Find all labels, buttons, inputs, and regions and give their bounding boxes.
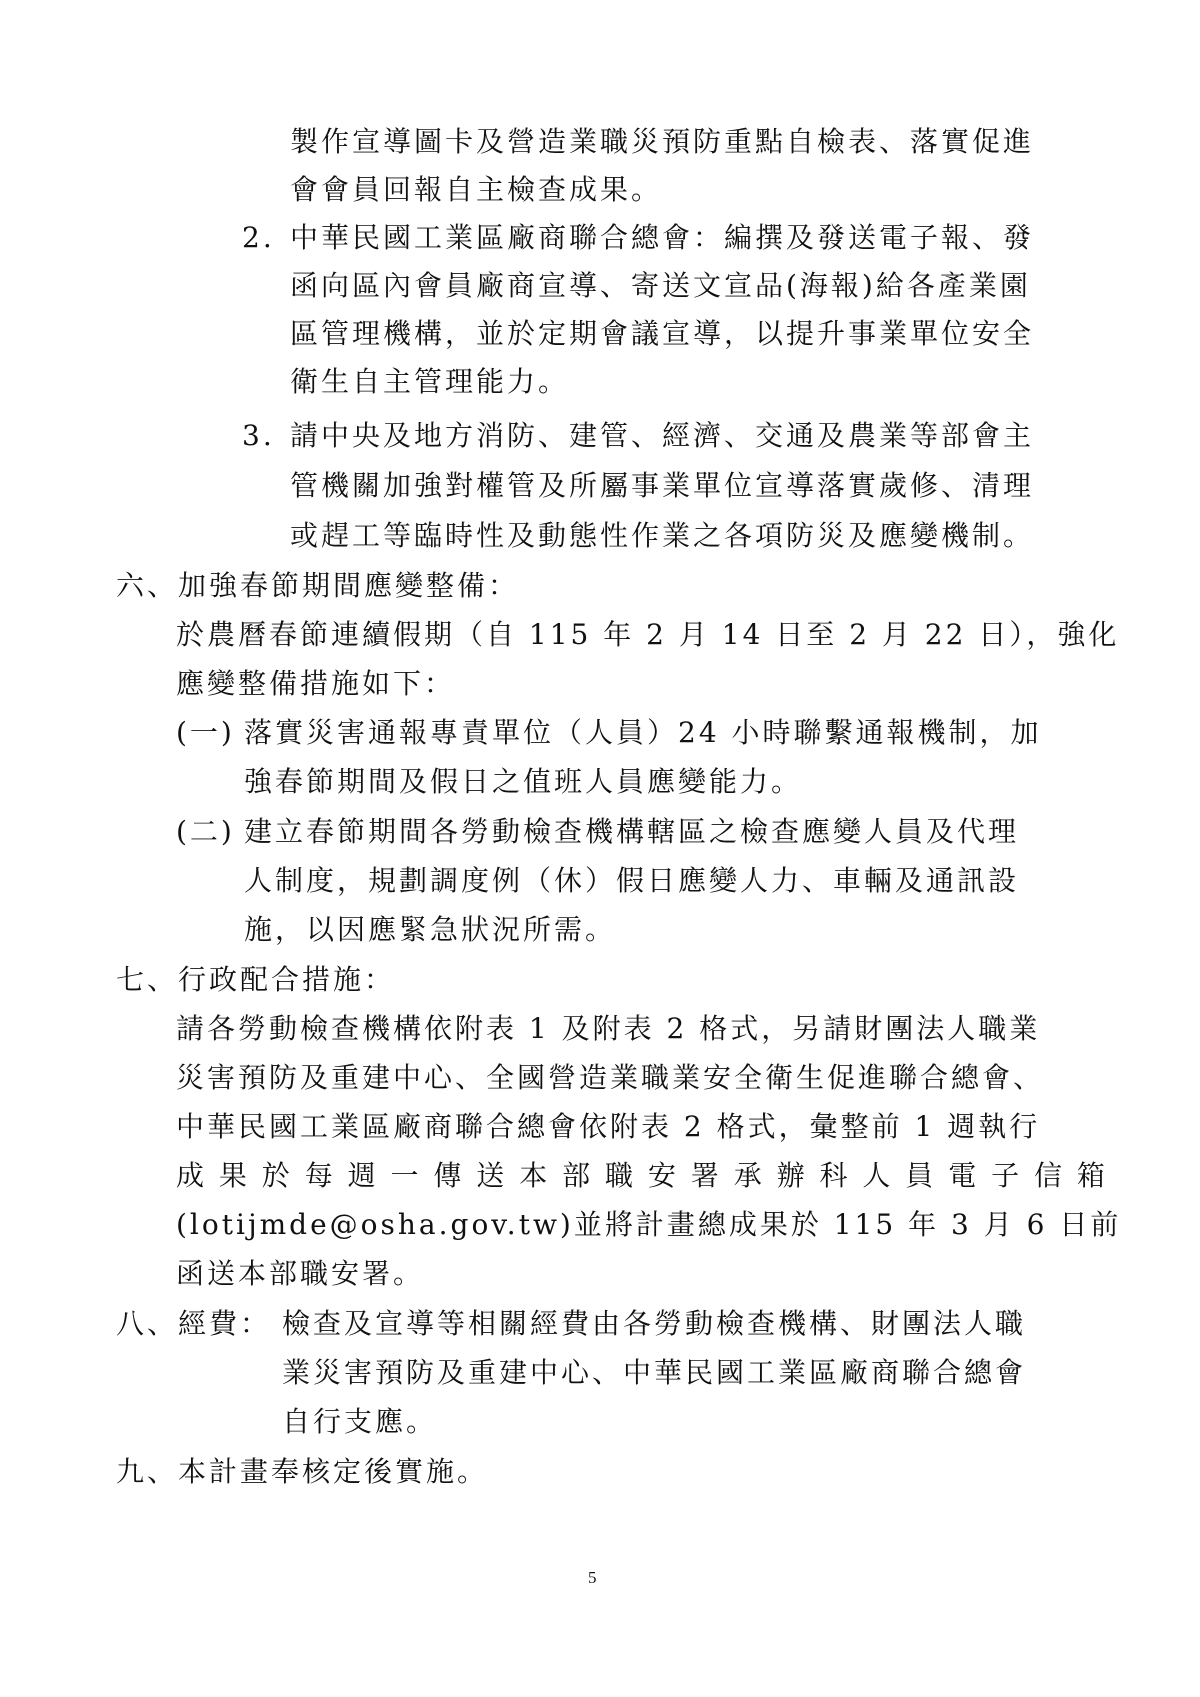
section7-line-6: 函送本部職安署。 [176, 1257, 425, 1290]
section6-sub2-line-2: 人制度，規劃調度例（休）假日應變人力、車輛及通訊設 [244, 864, 1020, 897]
item3-text-line-1: 請中央及地方消防、建管、經濟、交通及農業等部會主 [290, 419, 1035, 452]
item2-text-line-1: 中華民國工業區廠商聯合總會：編撰及發送電子報、發 [290, 221, 1035, 254]
section7-line-5: (lotijmde@osha.gov.tw)並將計畫總成果於 115 年 3 月 6 日前 [176, 1208, 1122, 1241]
section6-intro-line-2: 應變整備措施如下： [176, 667, 456, 700]
section7-line-2: 災害預防及重建中心、全國營造業職業安全衛生促進聯合總會、 [176, 1061, 1045, 1094]
item1-text-line-1: 製作宣導圖卡及營造業職災預防重點自檢表、落實促進 [290, 125, 1035, 158]
item2-marker: 2. [242, 221, 275, 254]
item2-text-line-3: 區管理機構，並於定期會議宣導，以提升事業單位安全 [290, 317, 1035, 350]
item3-marker: 3. [242, 419, 275, 452]
section6-sub1-line-1: 落實災害通報專責單位（人員）24 小時聯繫通報機制，加 [244, 716, 1042, 749]
section7-heading: 七、行政配合措施： [116, 963, 396, 996]
section6-sub1-marker: (一) [176, 716, 235, 749]
section8-line-3: 自行支應。 [282, 1405, 438, 1438]
section6-intro-line-1: 於農曆春節連續假期（自 115 年 2 月 14 日至 2 月 22 日），強化 [176, 618, 1120, 651]
section8-line-1: 檢查及宣導等相關經費由各勞動檢查機構、財團法人職 [282, 1307, 1027, 1340]
item2-text-line-2: 函向區內會員廠商宣導、寄送文宣品(海報)給各產業園 [290, 269, 1031, 302]
section6-sub2-line-3: 施，以因應緊急狀況所需。 [244, 913, 617, 946]
section7-line-1: 請各勞動檢查機構依附表 1 及附表 2 格式，另請財團法人職業 [176, 1012, 1041, 1045]
section7-line-3: 中華民國工業區廠商聯合總會依附表 2 格式，彙整前 1 週執行 [176, 1110, 1041, 1143]
section6-sub1-line-2: 強春節期間及假日之值班人員應變能力。 [244, 765, 803, 798]
item3-text-line-3: 或趕工等臨時性及動態性作業之各項防災及應變機制。 [290, 519, 1035, 552]
item2-text-line-4: 衛生自主管理能力。 [290, 365, 570, 398]
section8-line-2: 業災害預防及重建中心、中華民國工業區廠商聯合總會 [282, 1356, 1027, 1389]
section8-heading: 八、經費： [116, 1307, 272, 1340]
section9-heading: 九、本計畫奉核定後實施。 [116, 1455, 489, 1488]
section7-line-4: 成 果 於 每 週 一 傳 送 本 部 職 安 署 承 辦 科 人 員 電 子 信 箱 [176, 1159, 1108, 1192]
item1-text-line-2: 會會員回報自主檢查成果。 [290, 173, 663, 206]
page-number: 5 [588, 1568, 597, 1587]
section6-sub2-marker: (二) [176, 815, 235, 848]
section6-sub2-line-1: 建立春節期間各勞動檢查機構轄區之檢查應變人員及代理 [244, 815, 1020, 848]
section6-heading: 六、加強春節期間應變整備： [116, 569, 520, 602]
item3-text-line-2: 管機關加強對權管及所屬事業單位宣導落實歲修、清理 [290, 469, 1035, 502]
